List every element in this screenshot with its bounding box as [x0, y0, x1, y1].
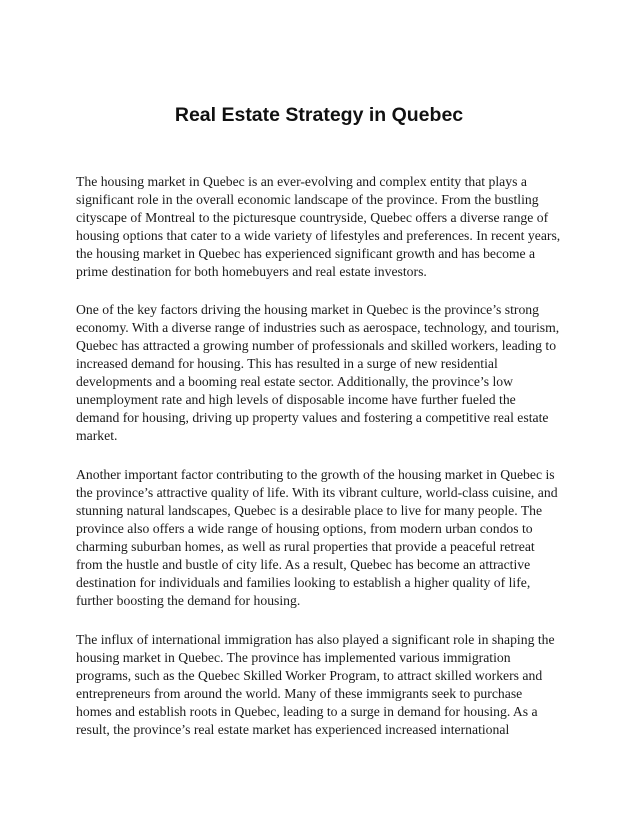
paragraph-quality-of-life: Another important factor contributing to the growth of the housing market in Quebec is the province’s attractive quality of life. With its vibrant culture, world-class cuisine, and stunning natural landscapes, Quebec is a desirable place to live for many people. The province also offers a wide range of housing options, from modern urban condos to charming suburban homes, as well as rural properties that provide a peaceful retreat from the hustle and bustle of city life. As a result, Quebec has become an attractive destination for individuals and families looking to establish a higher quality of life, further boosting the demand for housing.: [76, 467, 558, 608]
paragraph-housing-market-overview: The housing market in Quebec is an ever-evolving and complex entity that plays a significant role in the overall economic landscape of the province. From the bustling cityscape of Montreal to the picturesque countryside, Quebec offers a diverse range of housing options that cater to a wide variety of lifestyles and preferences. In recent years, the housing market in Quebec has experienced significant growth and has become a prime destination for both homebuyers and real estate investors.: [76, 174, 561, 279]
paragraph-economy-factors: One of the key factors driving the housing market in Quebec is the province’s strong economy. With a diverse range of industries such as aerospace, technology, and tourism, Quebec has attracted a growing number of professionals and skilled workers, leading to increased demand for housing. This has resulted in a surge of new residential developments and a booming real estate sector. Additionally, the province’s low unemployment rate and high levels of disposable income have further fueled the demand for housing, driving up property values and fostering a competitive real estate market.: [76, 302, 560, 443]
page-title: Real Estate Strategy in Quebec: [174, 104, 464, 126]
paragraph-immigration: The influx of international immigration has also played a significant role in shaping the housing market in Quebec. The province has implemented various immigration programs, such as the Quebec Skilled Worker Program, to attract skilled workers and entrepreneurs from around the world. Many of these immigrants seek to purchase homes and establish roots in Quebec, leading to a surge in demand for housing. As a result, the province’s real estate market has experienced increased international: [76, 632, 555, 737]
